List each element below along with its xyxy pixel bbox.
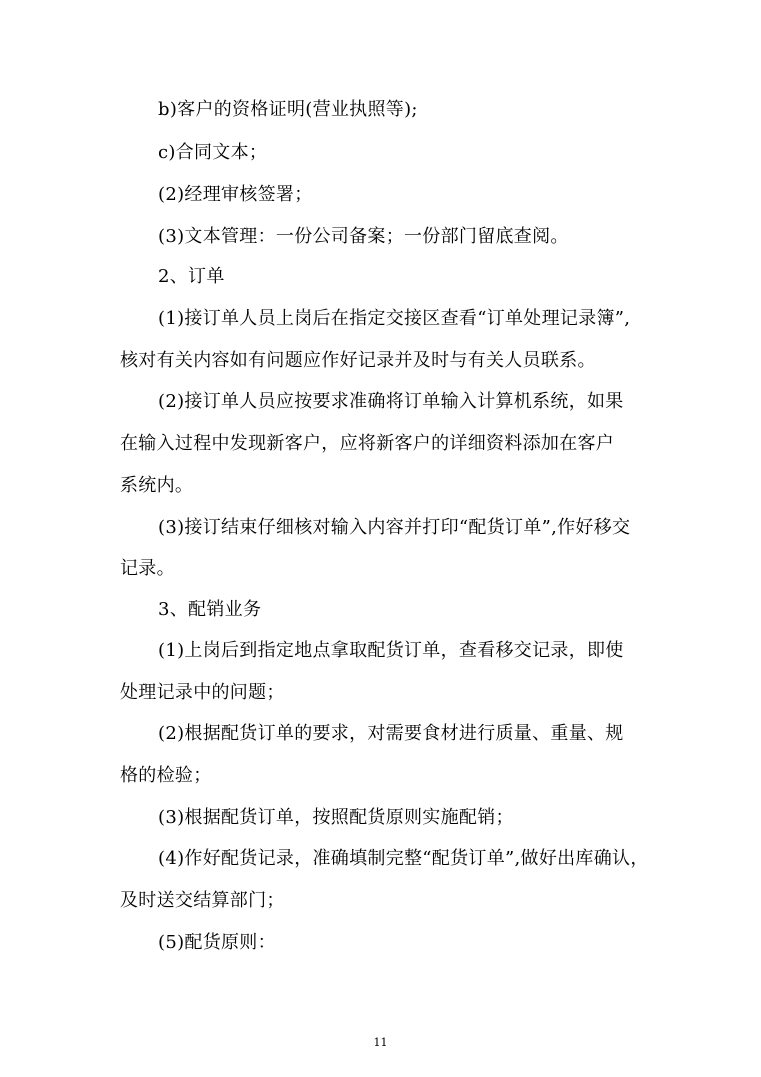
text-line: (1)接订单人员上岗后在指定交接区查看“订单处理记录簿”, xyxy=(158,308,631,329)
text-line: 记录。 xyxy=(120,558,175,579)
text-line: 核对有关内容如有问题应作好记录并及时与有关人员联系。 xyxy=(120,350,596,371)
text-line: (3)接订结束仔细核对输入内容并打印“配货订单”,作好移交 xyxy=(158,517,631,538)
text-line: 在输入过程中发现新客户，应将新客户的详细资料添加在客户 xyxy=(120,433,615,454)
text-line: (3)根据配货订单，按照配货原则实施配销； xyxy=(158,807,514,828)
text-line-qualification: b)客户的资格证明(营业执照等); xyxy=(158,99,418,120)
text-line: 处理记录中的问题； xyxy=(120,682,285,703)
text-line: (1)上岗后到指定地点拿取配货订单，查看移交记录，即使 xyxy=(158,640,624,661)
text-line-contract: c)合同文本； xyxy=(158,142,268,163)
section-heading-distribution: 3、配销业务 xyxy=(158,599,262,620)
section-heading-orders: 2、订单 xyxy=(158,266,225,287)
text-line-document-management: (3)文本管理：一份公司备案；一份部门留底查阅。 xyxy=(158,226,569,247)
text-line: 及时送交结算部门； xyxy=(120,890,285,911)
text-line: (4)作好配货记录，准确填制完整“配货订单”,做好出库确认， xyxy=(158,848,649,869)
text-line: 系统内。 xyxy=(120,475,194,496)
text-line: (5)配货原则： xyxy=(158,932,276,953)
text-line: 格的检验； xyxy=(120,765,212,786)
text-line-manager-review: (2)经理审核签署； xyxy=(158,184,313,205)
text-line: (2)接订单人员应按要求准确将订单输入计算机系统，如果 xyxy=(158,391,624,412)
page-number: 11 xyxy=(373,1036,388,1049)
text-line: (2)根据配货订单的要求，对需要食材进行质量、重量、规 xyxy=(158,723,624,744)
